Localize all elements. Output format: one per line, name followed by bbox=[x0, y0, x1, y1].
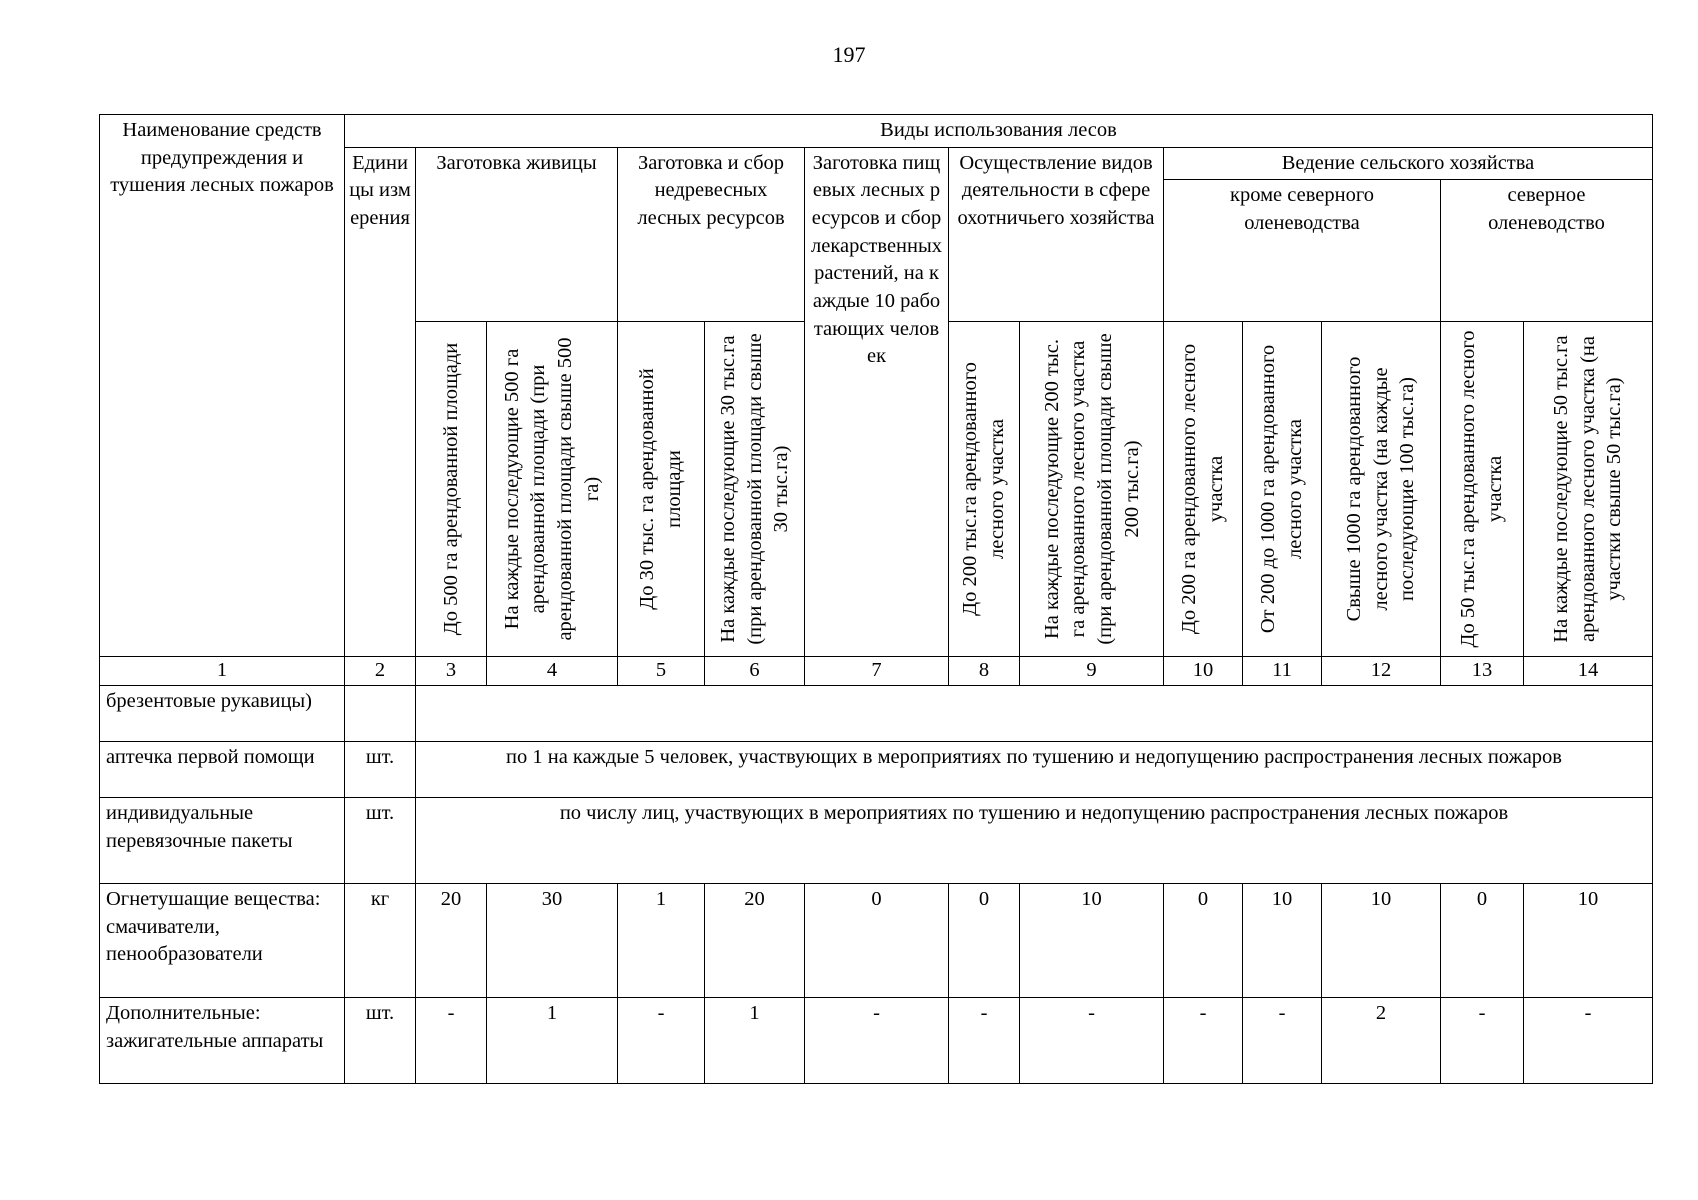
row-unit: кг bbox=[345, 884, 416, 998]
value-cell: 10 bbox=[1243, 884, 1322, 998]
value-cell: 0 bbox=[1441, 884, 1524, 998]
table-row-ignition-devices bbox=[100, 998, 1653, 1084]
value-cell: 20 bbox=[705, 884, 805, 998]
value-cell: 30 bbox=[487, 884, 618, 998]
column-number: 5 bbox=[618, 657, 705, 686]
column-number: 12 bbox=[1322, 657, 1441, 686]
value-cell: - bbox=[416, 998, 487, 1084]
header-hunting: Осуществление видов деятельности в сфере охотничьего хозяйства bbox=[949, 147, 1164, 322]
subheader-col-9: На каждые последующие 200 тыс. га арендованного лесного участка (при арендованной площади свыше 200 тыс.га) bbox=[1020, 322, 1164, 657]
header-food: Заготовка пищевых лесных ресурсов и сбор лекарственных растений, на каждые 10 работающих человек bbox=[805, 147, 949, 657]
column-number: 7 bbox=[805, 657, 949, 686]
value-cell: 0 bbox=[805, 884, 949, 998]
table-row-bandage bbox=[100, 798, 1653, 884]
header-name-col: Наименование средств предупреждения и тушения лесных пожаров bbox=[100, 115, 345, 657]
column-number: 8 bbox=[949, 657, 1020, 686]
value-cell: - bbox=[1524, 998, 1653, 1084]
row-name: аптечка первой помощи bbox=[100, 742, 345, 798]
column-number: 14 bbox=[1524, 657, 1653, 686]
subheader-col-8: До 200 тыс.га арендованного лесного участка bbox=[949, 322, 1020, 657]
subheader-col-11: От 200 до 1000 га арендованного лесного участка bbox=[1243, 322, 1322, 657]
subheader-col-14: На каждые последующие 50 тыс.га арендованного лесного участка (на участки свыше 50 тыс.га) bbox=[1524, 322, 1653, 657]
value-cell: 10 bbox=[1322, 884, 1441, 998]
row-unit bbox=[345, 686, 416, 742]
value-cell: - bbox=[949, 998, 1020, 1084]
value-cell: - bbox=[618, 998, 705, 1084]
column-number: 9 bbox=[1020, 657, 1164, 686]
value-cell: 20 bbox=[416, 884, 487, 998]
fire-equipment-table bbox=[99, 114, 1653, 1084]
header-unit: Единицы измерения bbox=[345, 147, 416, 657]
column-number: 13 bbox=[1441, 657, 1524, 686]
subheader-col-4: На каждые последующие 500 га арендованной площади (при арендованной площади свыше 500 га) bbox=[487, 322, 618, 657]
subheader-col-13: До 50 тыс.га арендованного лесного участка bbox=[1441, 322, 1524, 657]
row-name: Огнетушащие вещества: смачиватели, пенообразователи bbox=[100, 884, 345, 998]
subheader-col-3: До 500 га арендованной площади bbox=[416, 322, 487, 657]
header-agri-non-reindeer: кроме северного оленеводства bbox=[1164, 180, 1441, 322]
row-note: по числу лиц, участвующих в мероприятиях по тушению и недопущению распространения лесных пожаров bbox=[416, 798, 1653, 884]
value-cell: 1 bbox=[705, 998, 805, 1084]
table-row-first-aid bbox=[100, 742, 1653, 798]
row-name: Дополнительные: зажигательные аппараты bbox=[100, 998, 345, 1084]
subheader-col-10: До 200 га арендованного лесного участка bbox=[1164, 322, 1243, 657]
row-note: по 1 на каждые 5 человек, участвующих в мероприятиях по тушению и недопущению распространения лесных пожаров bbox=[416, 742, 1653, 798]
column-number: 2 bbox=[345, 657, 416, 686]
subheader-col-12: Свыше 1000 га арендованного лесного участка (на каждые последующие 100 тыс.га) bbox=[1322, 322, 1441, 657]
value-cell: 10 bbox=[1020, 884, 1164, 998]
header-row-1 bbox=[100, 115, 1653, 148]
column-number-row bbox=[100, 657, 1653, 686]
column-number: 11 bbox=[1243, 657, 1322, 686]
row-unit: шт. bbox=[345, 998, 416, 1084]
value-cell: 1 bbox=[487, 998, 618, 1084]
subheader-col-5: До 30 тыс. га арендованной площади bbox=[618, 322, 705, 657]
row-name: индивидуальные перевязочные пакеты bbox=[100, 798, 345, 884]
header-resin: Заготовка живицы bbox=[416, 147, 618, 322]
row-name: брезентовые рукавицы) bbox=[100, 686, 345, 742]
column-number: 10 bbox=[1164, 657, 1243, 686]
value-cell: - bbox=[1441, 998, 1524, 1084]
value-cell: 0 bbox=[949, 884, 1020, 998]
value-cell: - bbox=[1020, 998, 1164, 1084]
header-agri-reindeer: северное оленеводство bbox=[1441, 180, 1653, 322]
value-cell: - bbox=[805, 998, 949, 1084]
table-row-extinguishing-agents bbox=[100, 884, 1653, 998]
column-number: 4 bbox=[487, 657, 618, 686]
column-number: 6 bbox=[705, 657, 805, 686]
value-cell: 2 bbox=[1322, 998, 1441, 1084]
header-agri: Ведение сельского хозяйства bbox=[1164, 147, 1653, 180]
page-number: 197 bbox=[832, 42, 866, 67]
row-unit: шт. bbox=[345, 798, 416, 884]
subheader-col-6: На каждые последующие 30 тыс.га (при арендованной площади свыше 30 тыс.га) bbox=[705, 322, 805, 657]
header-forest-use: Виды использования лесов bbox=[345, 115, 1653, 148]
value-cell: 1 bbox=[618, 884, 705, 998]
value-cell: - bbox=[1243, 998, 1322, 1084]
header-nonwood: Заготовка и сбор недревесных лесных ресурсов bbox=[618, 147, 805, 322]
table-row-gloves bbox=[100, 686, 1653, 742]
column-number: 3 bbox=[416, 657, 487, 686]
row-unit: шт. bbox=[345, 742, 416, 798]
value-cell: 0 bbox=[1164, 884, 1243, 998]
column-number: 1 bbox=[100, 657, 345, 686]
row-values bbox=[416, 686, 1653, 742]
value-cell: - bbox=[1164, 998, 1243, 1084]
value-cell: 10 bbox=[1524, 884, 1653, 998]
